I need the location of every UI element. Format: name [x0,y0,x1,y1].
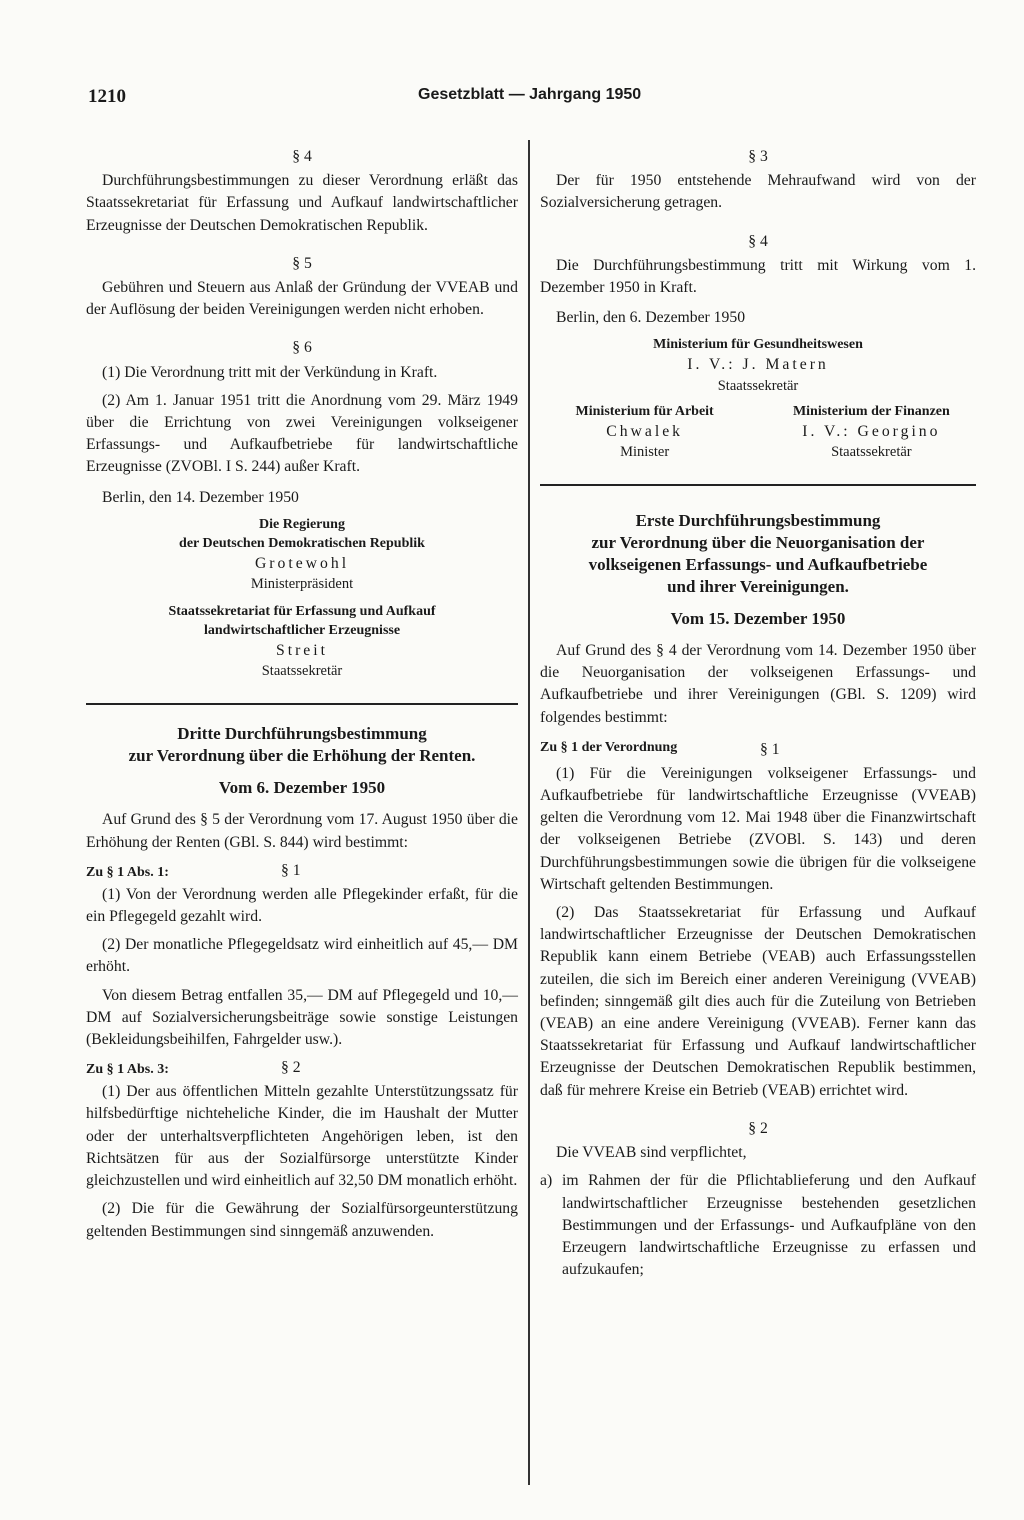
section-label: Zu § 1 Abs. 3: [86,1062,169,1078]
regulation-title-line: Erste Durchführungsbestimmung [635,510,881,530]
signature-row [540,402,976,462]
section-heading: § 1 [760,740,780,758]
paragraph: (2) Das Staatssekretariat für Erfassung und Aufkauf landwirtschaftlicher Erzeugnisse der Deutschen Demokratischen Republik kann einem Betriebe (VEAB) auch Erfassungsstellen zuteilen, die sich im Bereich einer anderen Vereinigung (VVEAB) befinden; sinngemäß gilt dies auch für die Zuteilung von Betrieben (VEAB) an eine andere Vereinigung (VVEAB). Ferner kann das Staatssekretariat für Erfassung und Aufkauf landwirtschaftlicher Erzeugnisse der Deutschen Demokratischen Republik bestimmen, daß für mehrere Kreise ein Betrieb (VEAB) errichtet wird. [540,904,976,1099]
signature-title: Staatssekretär [717,377,799,394]
section-heading: § 6 [292,339,312,357]
section-rule [540,484,976,486]
paragraph: (1) Der aus öffentlichen Mitteln gezahlte Unterstützungssatz für hilfsbedürftige nichteheliche Kinder, die im Haushalt der Mutter oder der unterhaltsverpflichteten Angehörigen leben, ist den Richtsätzen für aus der Sozialfürsorge unterstützte Kinder gleichzustellen und wird einheitlich auf 32,50 DM monatlich erhöht. [86,1083,518,1190]
section-heading: § 1 [281,861,301,879]
paragraph: (2) Am 1. Januar 1951 tritt die Anordnung vom 29. März 1949 über die Errichtung von zwei Vereinigungen volkseigener Erfassungs- und Aufkaufbetriebe für landwirtschaftliche Erzeugnisse (ZVOBl. I S. 244) außer Kraft. [86,391,518,476]
section-label: Zu § 1 Abs. 1: [86,864,169,880]
regulation-title-line: volkseigenen Erfassungs- und Aufkaufbetriebe [588,554,928,574]
signature-title: Staatssekretär [831,443,912,460]
paragraph: Die Durchführungsbestimmung tritt mit Wirkung vom 1. Dezember 1950 in Kraft. [540,256,976,297]
section-label-row [86,860,518,884]
paragraph: (1) Die Verordnung tritt mit der Verkündung in Kraft. [102,363,438,381]
paragraph: (2) Die für die Gewährung der Sozialfürsorgeunterstützung geltenden Bestimmungen sind sinngemäß anzuwenden. [86,1200,518,1240]
paragraph: Auf Grund des § 4 der Verordnung vom 14. Dezember 1950 über die Neuorganisation der volkseigenen Erfassungs- und Aufkaufbetriebe und ihrer Vereinigungen (GBl. S. 1209) wird folgendes bestimmt: [540,642,976,726]
section-heading: § 5 [292,254,312,272]
page-number: 1210 [88,86,126,107]
regulation-title-line: und ihrer Vereinigungen. [667,576,849,596]
regulation-title-line: zur Verordnung über die Neuorganisation der [591,532,925,552]
signature-block [86,602,518,681]
signature-org: Ministerium der Finanzen [792,403,950,419]
paragraph: (1) Für die Vereinigungen volkseigener Erfassungs- und Aufkaufbetriebe für landwirtschaftliche Erzeugnisse (VVEAB) gelten die Verordnung vom 12. Mai 1948 über die Finanzwirtschaft der volkseigenen Betriebe (ZVOBl. S. 143) und deren Durchführungsbestimmungen sowie die übrigen für die volkseigene Wirtschaft geltenden Bestimmungen. [540,764,976,893]
list-marker: a) [540,1172,553,1190]
signature-name: Grotewohl [254,554,350,572]
list-item-text: im Rahmen der für die Pflichtablieferung und den Aufkauf landwirtschaftlicher Erzeugnisse bestehenden gesetzlichen Bestimmungen und der Erfassungs- und Aufkaufpläne von den Erzeugern landwirtschaftliche Erzeugnisse zu erfassen und aufzukaufen; [562,1172,976,1279]
signature-name: I. V.: Georgino [802,422,941,440]
regulation-date: Vom 6. Dezember 1950 [218,778,386,798]
signature-org: Ministerium für Gesundheitswesen [653,337,863,353]
signature-title: Minister [620,443,670,460]
signature-org: Ministerium für Arbeit [575,403,714,419]
section-heading: § 2 [281,1059,301,1077]
section-label-row [540,735,976,763]
right-column [540,146,976,1281]
paragraph: (1) Von der Verordnung werden alle Pflegekinder erfaßt, für die ein Pflegegeld gezahlt wird. [86,885,518,926]
signature-org: Staatssekretariat für Erfassung und Aufkauf [168,604,436,620]
regulation-title-line: Dritte Durchführungsbestimmung [177,724,427,744]
paragraph: Von diesem Betrag entfallen 35,— DM auf Pflegegeld und 10,— DM auf Sozialversicherungsbeiträge sowie sonstige Leistungen (Bekleidungsbeihilfen, Fahrgelder usw.). [86,986,518,1049]
section-heading: § 4 [748,232,768,250]
regulation-date: Vom 15. Dezember 1950 [670,608,846,628]
paragraph: Der für 1950 entstehende Mehraufwand wird von der Sozialversicherung getragen. [540,172,976,212]
running-title: Gesetzblatt — Jahrgang 1950 [418,86,642,103]
section-rule [86,703,518,705]
section-heading: § 2 [748,1119,768,1137]
signature-block [767,402,976,462]
signature-title: Staatssekretär [261,663,343,680]
signature-org: Die Regierung [259,516,345,532]
page-header [88,86,978,110]
paragraph: (2) Der monatliche Pflegegeldsatz wird einheitlich auf 45,— DM erhöht. [86,936,518,976]
signature-block [540,402,749,462]
signature-name: I. V.: J. Matern [687,356,829,374]
paragraph: Die VVEAB sind verpflichtet, [556,1144,747,1162]
paragraph: Auf Grund des § 5 der Verordnung vom 17. August 1950 über die Erhöhung der Renten (GBl. S. 844) wird bestimmt: [86,811,518,851]
signature-block [86,515,518,594]
regulation-title [540,510,976,598]
regulation-title-line: zur Verordnung über die Erhöhung der Renten. [128,746,476,766]
signature-org: der Deutschen Demokratischen Republik [179,535,425,551]
list-item [540,1170,976,1281]
section-label-row [86,1057,518,1081]
paragraph: Durchführungsbestimmungen zu dieser Verordnung erläßt das Staatssekretariat für Erfassung und Aufkauf landwirtschaftlicher Erzeugnisse der Deutschen Demokratischen Republik. [86,172,518,234]
section-label: Zu § 1 der Verordnung [540,739,678,755]
column-divider [528,140,530,1485]
date-line: Berlin, den 14. Dezember 1950 [102,488,299,506]
left-column [86,146,518,1249]
section-heading: § 3 [748,148,768,165]
section-heading: § 4 [292,148,312,165]
signature-name: Chwalek [606,422,684,440]
signature-block [540,335,976,395]
date-line: Berlin, den 6. Dezember 1950 [556,309,746,327]
paragraph: Gebühren und Steuern aus Anlaß der Gründung der VVEAB und der Auflösung der beiden Vereinigungen werden nicht erhoben. [86,279,518,319]
signature-name: Streit [276,642,328,660]
regulation-title [86,723,518,767]
signature-org: landwirtschaftlicher Erzeugnisse [203,623,401,639]
signature-title: Ministerpräsident [250,576,354,593]
